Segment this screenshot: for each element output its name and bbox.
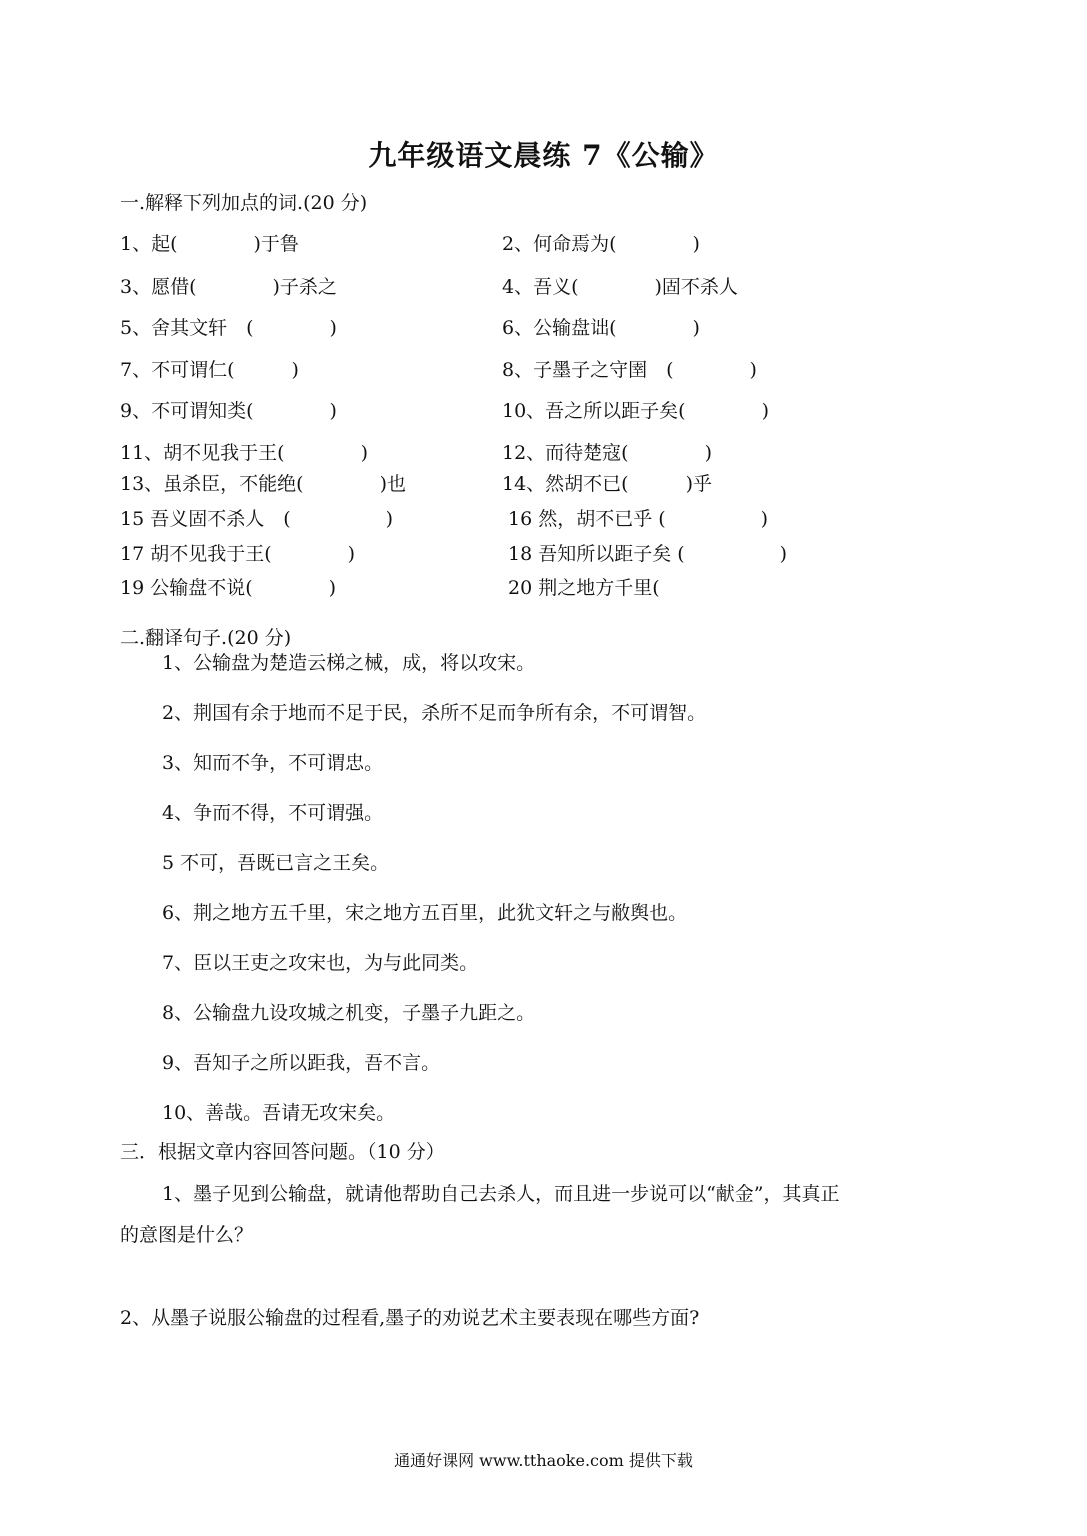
vocab-item: 13、虽杀臣，不能绝( )也: [120, 473, 407, 495]
section1-heading: 一.解释下列加点的词.(20 分): [120, 192, 368, 214]
question-1-line1: 1、墨子见到公输盘，就请他帮助自己去杀人，而且进一步说可以“献金”，其真正: [162, 1183, 840, 1205]
section3-heading: 三．根据文章内容回答问题。（10 分）: [120, 1141, 445, 1163]
vocab-item: 15 吾义固不杀人 ( ): [120, 508, 394, 530]
vocab-item: 16 然，胡不已乎 ( ): [508, 508, 769, 530]
vocab-item: 7、不可谓仁( ): [120, 359, 299, 381]
question-1-line2: 的意图是什么？: [120, 1224, 254, 1246]
translate-sentence: 1、公输盘为楚造云梯之械，成，将以攻宋。: [162, 652, 536, 674]
vocab-item: 2、何命焉为( ): [502, 233, 700, 255]
page-title: 九年级语文晨练 7《公输》: [368, 139, 719, 172]
footer-credit: 通通好课网 www.tthaoke.com 提供下载: [394, 1451, 693, 1470]
vocab-item: 6、公输盘诎( ): [502, 317, 700, 339]
vocab-item: 10、吾之所以距子矣( ): [502, 400, 770, 422]
translate-sentence: 7、臣以王吏之攻宋也，为与此同类。: [162, 952, 479, 974]
vocab-item: 8、子墨子之守圉 ( ): [502, 359, 757, 381]
translate-sentence: 6、荆之地方五千里，宋之地方五百里，此犹文轩之与敝舆也。: [162, 902, 688, 924]
translate-sentence: 2、荆国有余于地而不足于民，杀所不足而争所有余，不可谓智。: [162, 702, 707, 724]
translate-sentence: 9、吾知子之所以距我，吾不言。: [162, 1052, 441, 1074]
section2-heading: 二.翻译句子.(20 分): [120, 627, 292, 649]
translate-sentence: 4、争而不得，不可谓强。: [162, 802, 384, 824]
vocab-item: 14、然胡不已( )乎: [502, 473, 713, 495]
translate-sentence: 5 不可，吾既已言之王矣。: [162, 852, 390, 874]
vocab-item: 18 吾知所以距子矣 ( ): [508, 543, 788, 565]
translate-sentence: 3、知而不争，不可谓忠。: [162, 752, 384, 774]
translate-sentence: 10、善哉。吾请无攻宋矣。: [162, 1102, 396, 1124]
vocab-item: 17 胡不见我于王( ): [120, 543, 356, 565]
vocab-item: 11、胡不见我于王( ): [120, 442, 369, 464]
translate-sentence: 8、公输盘九设攻城之机变，子墨子九距之。: [162, 1002, 536, 1024]
vocab-item: 1、起( )于鲁: [120, 233, 299, 255]
vocab-item: 9、不可谓知类( ): [120, 400, 337, 422]
vocab-item: 19 公输盘不说( ): [120, 577, 337, 599]
vocab-item: 5、舍其文轩 ( ): [120, 317, 337, 339]
vocab-item: 20 荆之地方千里(: [508, 577, 660, 599]
vocab-item: 3、愿借( )子杀之: [120, 276, 337, 298]
vocab-item: 12、而待楚寇( ): [502, 442, 713, 464]
vocab-item: 4、吾义( )固不杀人: [502, 276, 738, 298]
question-2: 2、从墨子说服公输盘的过程看,墨子的劝说艺术主要表现在哪些方面?: [120, 1307, 700, 1329]
